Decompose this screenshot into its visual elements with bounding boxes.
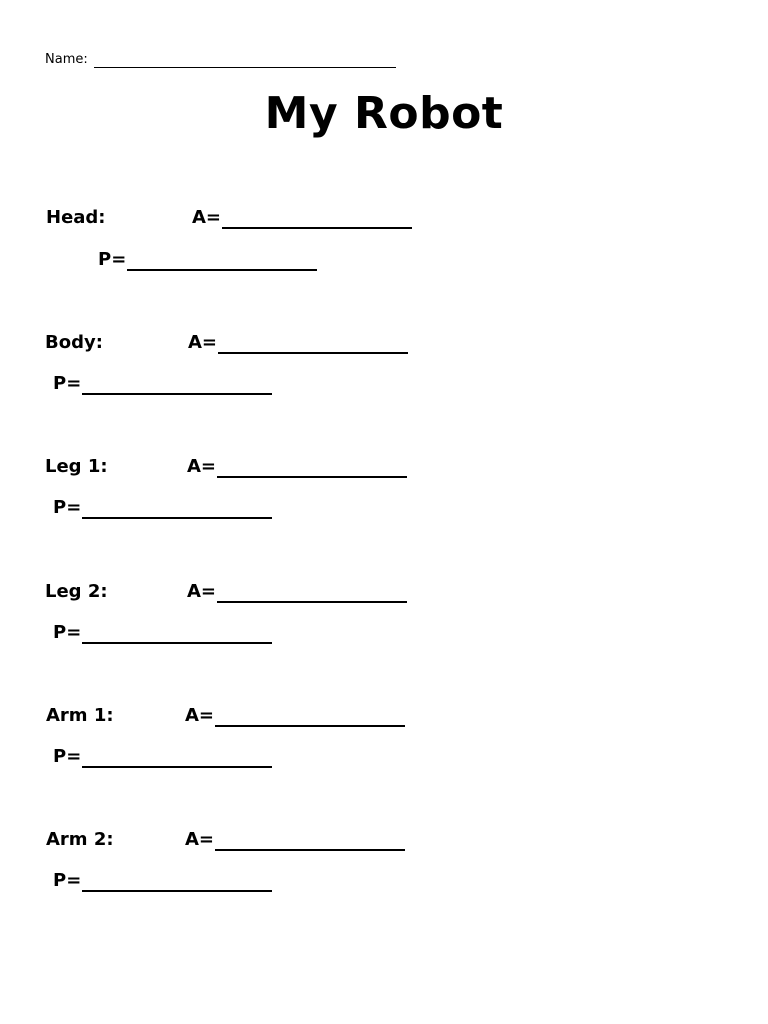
perimeter-label: P=	[53, 497, 82, 518]
leg-2-perimeter-field[interactable]	[53, 622, 272, 644]
section-label-body: Body:	[45, 332, 103, 353]
body-area-field[interactable]	[188, 332, 408, 354]
section-label-arm-2: Arm 2:	[46, 829, 114, 850]
answer-line[interactable]	[82, 375, 272, 395]
arm-1-perimeter-field[interactable]	[53, 746, 272, 768]
arm-2-area-field[interactable]	[185, 829, 405, 851]
answer-line[interactable]	[217, 458, 407, 478]
section-label-leg-1: Leg 1:	[45, 456, 108, 477]
area-label: A=	[185, 705, 215, 726]
name-label: Name:	[45, 52, 88, 67]
area-label: A=	[187, 581, 217, 602]
name-row	[45, 48, 396, 68]
answer-line[interactable]	[215, 831, 405, 851]
arm-1-area-field[interactable]	[185, 705, 405, 727]
answer-line[interactable]	[127, 251, 317, 271]
answer-line[interactable]	[82, 624, 272, 644]
answer-line[interactable]	[82, 872, 272, 892]
body-perimeter-field[interactable]	[53, 373, 272, 395]
answer-line[interactable]	[217, 583, 407, 603]
head-area-field[interactable]	[192, 207, 412, 229]
section-label-leg-2: Leg 2:	[45, 581, 108, 602]
perimeter-label: P=	[53, 746, 82, 767]
perimeter-label: P=	[53, 373, 82, 394]
answer-line[interactable]	[215, 707, 405, 727]
answer-line[interactable]	[222, 209, 412, 229]
answer-line[interactable]	[82, 748, 272, 768]
answer-line[interactable]	[218, 334, 408, 354]
perimeter-label: P=	[53, 870, 82, 891]
head-perimeter-field[interactable]	[98, 249, 317, 271]
perimeter-label: P=	[98, 249, 127, 270]
page-title: My Robot	[264, 88, 504, 139]
section-label-arm-1: Arm 1:	[46, 705, 114, 726]
perimeter-label: P=	[53, 622, 82, 643]
area-label: A=	[185, 829, 215, 850]
section-label-head: Head:	[46, 207, 106, 228]
area-label: A=	[192, 207, 222, 228]
area-label: A=	[188, 332, 218, 353]
leg-2-area-field[interactable]	[187, 581, 407, 603]
name-field[interactable]	[94, 55, 396, 68]
arm-2-perimeter-field[interactable]	[53, 870, 272, 892]
answer-line[interactable]	[82, 499, 272, 519]
leg-1-area-field[interactable]	[187, 456, 407, 478]
leg-1-perimeter-field[interactable]	[53, 497, 272, 519]
area-label: A=	[187, 456, 217, 477]
